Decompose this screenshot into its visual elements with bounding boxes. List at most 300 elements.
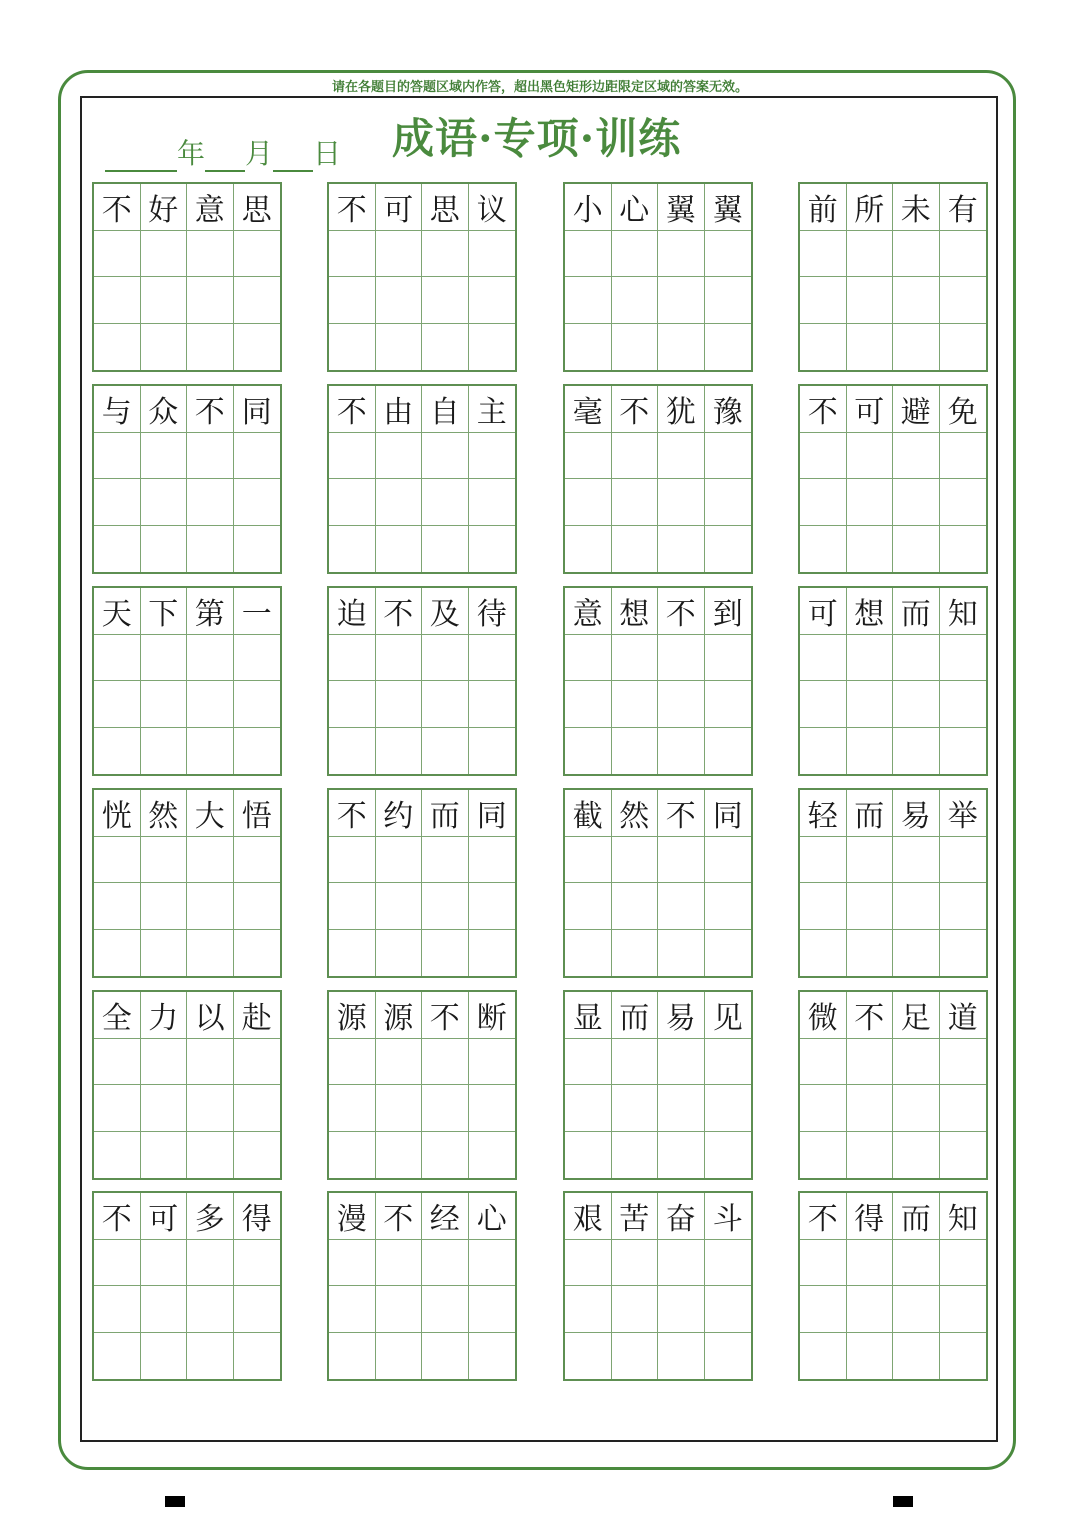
- writing-cell[interactable]: [893, 635, 940, 682]
- writing-cell[interactable]: [612, 1286, 659, 1333]
- writing-cell[interactable]: [141, 1240, 188, 1287]
- writing-cell[interactable]: [94, 1085, 141, 1132]
- writing-cell[interactable]: [141, 231, 188, 278]
- writing-cell[interactable]: [187, 1132, 234, 1179]
- writing-cell[interactable]: [800, 1286, 847, 1333]
- writing-cell[interactable]: [940, 837, 987, 884]
- writing-cell[interactable]: [234, 1333, 281, 1380]
- writing-cell[interactable]: [800, 1039, 847, 1086]
- writing-cell[interactable]: [847, 277, 894, 324]
- writing-cell[interactable]: [612, 837, 659, 884]
- writing-cell[interactable]: [565, 883, 612, 930]
- writing-cell[interactable]: [705, 1333, 752, 1380]
- writing-cell[interactable]: [847, 479, 894, 526]
- writing-cell[interactable]: [422, 883, 469, 930]
- writing-cell[interactable]: [94, 681, 141, 728]
- writing-cell[interactable]: [612, 1085, 659, 1132]
- writing-cell[interactable]: [469, 635, 516, 682]
- writing-cell[interactable]: [234, 479, 281, 526]
- writing-cell[interactable]: [612, 635, 659, 682]
- writing-cell[interactable]: [329, 324, 376, 371]
- writing-cell[interactable]: [234, 1085, 281, 1132]
- day-blank[interactable]: [273, 144, 313, 172]
- writing-cell[interactable]: [94, 1333, 141, 1380]
- writing-cell[interactable]: [187, 837, 234, 884]
- writing-cell[interactable]: [612, 1039, 659, 1086]
- writing-cell[interactable]: [565, 1286, 612, 1333]
- writing-cell[interactable]: [565, 837, 612, 884]
- writing-cell[interactable]: [141, 324, 188, 371]
- writing-cell[interactable]: [422, 479, 469, 526]
- writing-cell[interactable]: [329, 1039, 376, 1086]
- writing-cell[interactable]: [329, 635, 376, 682]
- writing-cell[interactable]: [940, 1333, 987, 1380]
- writing-cell[interactable]: [422, 1085, 469, 1132]
- writing-cell[interactable]: [705, 837, 752, 884]
- writing-cell[interactable]: [800, 277, 847, 324]
- writing-cell[interactable]: [469, 681, 516, 728]
- writing-cell[interactable]: [800, 324, 847, 371]
- writing-cell[interactable]: [565, 324, 612, 371]
- writing-cell[interactable]: [141, 883, 188, 930]
- writing-cell[interactable]: [705, 479, 752, 526]
- writing-cell[interactable]: [234, 930, 281, 977]
- writing-cell[interactable]: [376, 479, 423, 526]
- writing-cell[interactable]: [658, 277, 705, 324]
- month-blank[interactable]: [205, 144, 245, 172]
- writing-cell[interactable]: [658, 231, 705, 278]
- writing-cell[interactable]: [187, 231, 234, 278]
- writing-cell[interactable]: [705, 277, 752, 324]
- writing-cell[interactable]: [847, 1085, 894, 1132]
- writing-cell[interactable]: [94, 1132, 141, 1179]
- day-label: 日: [313, 137, 342, 170]
- writing-cell[interactable]: [234, 1039, 281, 1086]
- writing-cell[interactable]: [705, 1286, 752, 1333]
- writing-cell[interactable]: [612, 479, 659, 526]
- writing-cell[interactable]: [422, 324, 469, 371]
- writing-cell[interactable]: [800, 1240, 847, 1287]
- writing-cell[interactable]: [893, 479, 940, 526]
- writing-cell[interactable]: [422, 1240, 469, 1287]
- writing-cell[interactable]: [422, 1039, 469, 1086]
- writing-cell[interactable]: [141, 1039, 188, 1086]
- writing-cell[interactable]: [329, 479, 376, 526]
- writing-cell[interactable]: [94, 324, 141, 371]
- writing-cell[interactable]: [94, 1240, 141, 1287]
- writing-cell[interactable]: [469, 433, 516, 480]
- writing-cell[interactable]: [565, 433, 612, 480]
- writing-cell[interactable]: [141, 1085, 188, 1132]
- writing-cell[interactable]: [329, 1333, 376, 1380]
- writing-cell[interactable]: [705, 635, 752, 682]
- writing-cell[interactable]: [234, 526, 281, 573]
- writing-cell[interactable]: [376, 930, 423, 977]
- idiom-grid: [92, 788, 282, 978]
- writing-cell[interactable]: [565, 1039, 612, 1086]
- writing-cell[interactable]: [565, 277, 612, 324]
- writing-cell[interactable]: [800, 479, 847, 526]
- writing-cell[interactable]: [376, 526, 423, 573]
- writing-cell[interactable]: [940, 930, 987, 977]
- writing-cell[interactable]: [141, 1286, 188, 1333]
- idiom-character: 截: [565, 790, 612, 837]
- writing-cell[interactable]: [940, 324, 987, 371]
- writing-cell[interactable]: [376, 681, 423, 728]
- writing-cell[interactable]: [612, 930, 659, 977]
- writing-cell[interactable]: [376, 728, 423, 775]
- writing-cell[interactable]: [658, 883, 705, 930]
- writing-cell[interactable]: [94, 277, 141, 324]
- writing-cell[interactable]: [329, 277, 376, 324]
- writing-cell[interactable]: [940, 883, 987, 930]
- writing-cell[interactable]: [376, 883, 423, 930]
- writing-cell[interactable]: [376, 1039, 423, 1086]
- writing-cell[interactable]: [612, 1333, 659, 1380]
- writing-cell[interactable]: [893, 1333, 940, 1380]
- writing-cell[interactable]: [612, 526, 659, 573]
- idiom-character: 所: [847, 184, 894, 231]
- idiom-character: 全: [94, 992, 141, 1039]
- writing-cell[interactable]: [565, 1085, 612, 1132]
- writing-cell[interactable]: [565, 728, 612, 775]
- writing-cell[interactable]: [940, 1132, 987, 1179]
- writing-cell[interactable]: [800, 930, 847, 977]
- writing-cell[interactable]: [612, 681, 659, 728]
- writing-cell[interactable]: [187, 1240, 234, 1287]
- writing-cell[interactable]: [658, 1333, 705, 1380]
- writing-cell[interactable]: [940, 728, 987, 775]
- writing-cell[interactable]: [187, 930, 234, 977]
- writing-cell[interactable]: [94, 231, 141, 278]
- writing-cell[interactable]: [94, 433, 141, 480]
- writing-cell[interactable]: [705, 1240, 752, 1287]
- writing-cell[interactable]: [187, 433, 234, 480]
- writing-cell[interactable]: [893, 231, 940, 278]
- writing-cell[interactable]: [141, 1132, 188, 1179]
- year-blank[interactable]: [105, 144, 177, 172]
- writing-cell[interactable]: [329, 1286, 376, 1333]
- writing-cell[interactable]: [376, 635, 423, 682]
- writing-cell[interactable]: [469, 1333, 516, 1380]
- writing-cell[interactable]: [187, 1286, 234, 1333]
- writing-cell[interactable]: [658, 324, 705, 371]
- writing-cell[interactable]: [612, 277, 659, 324]
- writing-cell[interactable]: [469, 231, 516, 278]
- writing-cell[interactable]: [800, 883, 847, 930]
- writing-cell[interactable]: [422, 1286, 469, 1333]
- writing-cell[interactable]: [469, 930, 516, 977]
- writing-cell[interactable]: [94, 728, 141, 775]
- writing-cell[interactable]: [329, 1132, 376, 1179]
- idiom-character: 得: [847, 1193, 894, 1240]
- writing-cell[interactable]: [94, 526, 141, 573]
- writing-cell[interactable]: [893, 837, 940, 884]
- writing-cell[interactable]: [705, 1039, 752, 1086]
- writing-cell[interactable]: [329, 728, 376, 775]
- writing-cell[interactable]: [847, 1039, 894, 1086]
- writing-cell[interactable]: [612, 433, 659, 480]
- writing-cell[interactable]: [469, 479, 516, 526]
- writing-cell[interactable]: [376, 1132, 423, 1179]
- writing-cell[interactable]: [893, 1286, 940, 1333]
- writing-cell[interactable]: [705, 728, 752, 775]
- writing-cell[interactable]: [376, 837, 423, 884]
- writing-cell[interactable]: [893, 1039, 940, 1086]
- writing-cell[interactable]: [94, 930, 141, 977]
- writing-cell[interactable]: [422, 681, 469, 728]
- writing-cell[interactable]: [940, 479, 987, 526]
- writing-cell[interactable]: [469, 1039, 516, 1086]
- writing-cell[interactable]: [800, 433, 847, 480]
- writing-cell[interactable]: [940, 1085, 987, 1132]
- writing-cell[interactable]: [705, 681, 752, 728]
- writing-cell[interactable]: [565, 681, 612, 728]
- writing-cell[interactable]: [422, 526, 469, 573]
- writing-cell[interactable]: [565, 635, 612, 682]
- writing-cell[interactable]: [234, 433, 281, 480]
- writing-cell[interactable]: [847, 837, 894, 884]
- writing-cell[interactable]: [893, 1240, 940, 1287]
- writing-cell[interactable]: [658, 635, 705, 682]
- writing-cell[interactable]: [422, 231, 469, 278]
- writing-cell[interactable]: [847, 1132, 894, 1179]
- writing-cell[interactable]: [800, 635, 847, 682]
- writing-cell[interactable]: [658, 479, 705, 526]
- writing-cell[interactable]: [187, 324, 234, 371]
- writing-cell[interactable]: [940, 635, 987, 682]
- writing-cell[interactable]: [187, 1039, 234, 1086]
- writing-cell[interactable]: [705, 324, 752, 371]
- writing-cell[interactable]: [469, 1132, 516, 1179]
- writing-cell[interactable]: [376, 1286, 423, 1333]
- writing-cell[interactable]: [940, 681, 987, 728]
- writing-cell[interactable]: [893, 883, 940, 930]
- writing-cell[interactable]: [329, 837, 376, 884]
- writing-cell[interactable]: [376, 277, 423, 324]
- writing-cell[interactable]: [234, 635, 281, 682]
- writing-cell[interactable]: [469, 324, 516, 371]
- writing-cell[interactable]: [422, 277, 469, 324]
- writing-cell[interactable]: [234, 883, 281, 930]
- writing-cell[interactable]: [612, 883, 659, 930]
- writing-cell[interactable]: [565, 479, 612, 526]
- writing-cell[interactable]: [893, 681, 940, 728]
- writing-cell[interactable]: [422, 837, 469, 884]
- writing-cell[interactable]: [847, 883, 894, 930]
- writing-cell[interactable]: [187, 1333, 234, 1380]
- writing-cell[interactable]: [234, 1132, 281, 1179]
- writing-cell[interactable]: [658, 433, 705, 480]
- writing-cell[interactable]: [940, 1286, 987, 1333]
- writing-cell[interactable]: [612, 1132, 659, 1179]
- writing-cell[interactable]: [469, 526, 516, 573]
- writing-cell[interactable]: [234, 1240, 281, 1287]
- writing-cell[interactable]: [469, 1286, 516, 1333]
- writing-cell[interactable]: [705, 883, 752, 930]
- writing-cell[interactable]: [329, 231, 376, 278]
- writing-cell[interactable]: [847, 1240, 894, 1287]
- writing-cell[interactable]: [847, 728, 894, 775]
- writing-cell[interactable]: [658, 1039, 705, 1086]
- writing-cell[interactable]: [187, 479, 234, 526]
- writing-cell[interactable]: [187, 526, 234, 573]
- writing-cell[interactable]: [329, 883, 376, 930]
- writing-cell[interactable]: [234, 1286, 281, 1333]
- writing-cell[interactable]: [376, 324, 423, 371]
- writing-cell[interactable]: [658, 681, 705, 728]
- writing-cell[interactable]: [141, 837, 188, 884]
- writing-cell[interactable]: [565, 1240, 612, 1287]
- writing-cell[interactable]: [141, 479, 188, 526]
- writing-cell[interactable]: [469, 837, 516, 884]
- writing-cell[interactable]: [658, 837, 705, 884]
- writing-cell[interactable]: [893, 277, 940, 324]
- writing-cell[interactable]: [469, 728, 516, 775]
- writing-cell[interactable]: [847, 681, 894, 728]
- writing-cell[interactable]: [800, 837, 847, 884]
- writing-cell[interactable]: [187, 635, 234, 682]
- writing-cell[interactable]: [141, 433, 188, 480]
- writing-cell[interactable]: [940, 231, 987, 278]
- writing-cell[interactable]: [800, 1085, 847, 1132]
- writing-cell[interactable]: [376, 433, 423, 480]
- writing-cell[interactable]: [94, 479, 141, 526]
- writing-cell[interactable]: [705, 231, 752, 278]
- writing-cell[interactable]: [612, 1240, 659, 1287]
- writing-cell[interactable]: [940, 1240, 987, 1287]
- writing-cell[interactable]: [565, 231, 612, 278]
- writing-cell[interactable]: [893, 1085, 940, 1132]
- writing-cell[interactable]: [187, 277, 234, 324]
- writing-cell[interactable]: [893, 930, 940, 977]
- writing-cell[interactable]: [893, 324, 940, 371]
- writing-cell[interactable]: [893, 526, 940, 573]
- writing-cell[interactable]: [422, 728, 469, 775]
- writing-cell[interactable]: [658, 526, 705, 573]
- writing-cell[interactable]: [329, 433, 376, 480]
- writing-cell[interactable]: [376, 1085, 423, 1132]
- writing-cell[interactable]: [422, 635, 469, 682]
- writing-cell[interactable]: [847, 433, 894, 480]
- writing-cell[interactable]: [422, 930, 469, 977]
- writing-cell[interactable]: [234, 728, 281, 775]
- writing-cell[interactable]: [565, 526, 612, 573]
- writing-cell[interactable]: [329, 681, 376, 728]
- writing-cell[interactable]: [800, 1333, 847, 1380]
- writing-cell[interactable]: [469, 1085, 516, 1132]
- writing-cell[interactable]: [658, 1240, 705, 1287]
- writing-cell[interactable]: [847, 1333, 894, 1380]
- writing-cell[interactable]: [800, 728, 847, 775]
- writing-cell[interactable]: [800, 231, 847, 278]
- writing-cell[interactable]: [705, 526, 752, 573]
- writing-cell[interactable]: [329, 526, 376, 573]
- writing-cell[interactable]: [376, 231, 423, 278]
- writing-cell[interactable]: [847, 526, 894, 573]
- writing-cell[interactable]: [847, 930, 894, 977]
- writing-cell[interactable]: [234, 324, 281, 371]
- writing-cell[interactable]: [565, 930, 612, 977]
- writing-cell[interactable]: [376, 1240, 423, 1287]
- writing-cell[interactable]: [612, 728, 659, 775]
- writing-cell[interactable]: [940, 1039, 987, 1086]
- writing-cell[interactable]: [141, 681, 188, 728]
- writing-cell[interactable]: [141, 635, 188, 682]
- writing-cell[interactable]: [187, 883, 234, 930]
- writing-cell[interactable]: [422, 1333, 469, 1380]
- writing-cell[interactable]: [141, 526, 188, 573]
- writing-cell[interactable]: [705, 930, 752, 977]
- writing-cell[interactable]: [612, 324, 659, 371]
- writing-cell[interactable]: [141, 728, 188, 775]
- writing-cell[interactable]: [94, 1039, 141, 1086]
- writing-cell[interactable]: [612, 231, 659, 278]
- writing-cell[interactable]: [94, 837, 141, 884]
- writing-cell[interactable]: [141, 930, 188, 977]
- writing-cell[interactable]: [187, 681, 234, 728]
- writing-cell[interactable]: [800, 1132, 847, 1179]
- writing-cell[interactable]: [141, 1333, 188, 1380]
- writing-cell[interactable]: [94, 883, 141, 930]
- writing-cell[interactable]: [376, 1333, 423, 1380]
- idiom-character: 源: [329, 992, 376, 1039]
- writing-cell[interactable]: [940, 526, 987, 573]
- writing-cell[interactable]: [469, 883, 516, 930]
- writing-cell[interactable]: [893, 433, 940, 480]
- writing-cell[interactable]: [847, 1286, 894, 1333]
- writing-cell[interactable]: [422, 1132, 469, 1179]
- writing-cell[interactable]: [800, 526, 847, 573]
- writing-cell[interactable]: [234, 231, 281, 278]
- writing-cell[interactable]: [893, 1132, 940, 1179]
- writing-cell[interactable]: [893, 728, 940, 775]
- writing-cell[interactable]: [329, 930, 376, 977]
- writing-cell[interactable]: [469, 1240, 516, 1287]
- idiom-grid: [798, 990, 988, 1180]
- writing-cell[interactable]: [422, 433, 469, 480]
- writing-cell[interactable]: [940, 433, 987, 480]
- writing-cell[interactable]: [187, 728, 234, 775]
- writing-cell[interactable]: [847, 324, 894, 371]
- writing-cell[interactable]: [658, 930, 705, 977]
- writing-cell[interactable]: [847, 635, 894, 682]
- writing-cell[interactable]: [705, 433, 752, 480]
- writing-cell[interactable]: [565, 1132, 612, 1179]
- writing-cell[interactable]: [94, 1286, 141, 1333]
- writing-cell[interactable]: [187, 1085, 234, 1132]
- writing-cell[interactable]: [705, 1132, 752, 1179]
- writing-cell[interactable]: [469, 277, 516, 324]
- writing-cell[interactable]: [234, 681, 281, 728]
- writing-cell[interactable]: [658, 1085, 705, 1132]
- writing-cell[interactable]: [658, 1132, 705, 1179]
- writing-cell[interactable]: [329, 1085, 376, 1132]
- writing-cell[interactable]: [705, 1085, 752, 1132]
- writing-cell[interactable]: [565, 1333, 612, 1380]
- writing-cell[interactable]: [847, 231, 894, 278]
- writing-cell[interactable]: [94, 635, 141, 682]
- writing-cell[interactable]: [234, 277, 281, 324]
- writing-cell[interactable]: [329, 1240, 376, 1287]
- writing-cell[interactable]: [658, 1286, 705, 1333]
- writing-cell[interactable]: [658, 728, 705, 775]
- writing-cell[interactable]: [800, 681, 847, 728]
- writing-cell[interactable]: [940, 277, 987, 324]
- idiom-character: 未: [893, 184, 940, 231]
- writing-cell[interactable]: [141, 277, 188, 324]
- writing-cell[interactable]: [234, 837, 281, 884]
